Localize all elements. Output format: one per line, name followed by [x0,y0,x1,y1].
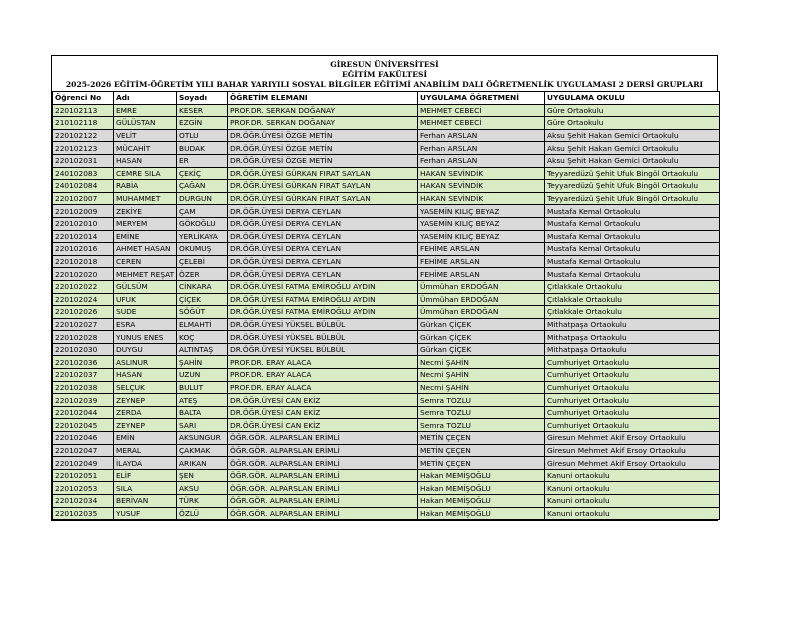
column-header-first-name: Adı [114,92,177,105]
cell-school: Güre Ortaokulu [545,117,720,130]
table-row [53,419,720,432]
cell-last-name: CİNKARA [177,280,228,293]
cell-student-no: 220102020 [53,268,114,281]
cell-mentor-teacher: Gürkan ÇİÇEK [418,343,545,356]
cell-instructor: DR.ÖĞR.ÜYESİ FATMA EMİROĞLU AYDIN [228,280,418,293]
cell-last-name: AKSU [177,482,228,495]
cell-student-no: 220102035 [53,507,114,520]
cell-instructor: PROF.DR. SERKAN DOĞANAY [228,104,418,117]
cell-mentor-teacher: Ferhan ARSLAN [418,142,545,155]
cell-mentor-teacher: YASEMİN KILIÇ BEYAZ [418,217,545,230]
cell-student-no: 220102031 [53,154,114,167]
cell-mentor-teacher: MEHMET CEBECİ [418,117,545,130]
cell-last-name: OTLU [177,129,228,142]
table-row [53,331,720,344]
table-row [53,293,720,306]
cell-instructor: ÖĞR.GÖR. ALPARSLAN ERİMLİ [228,444,418,457]
cell-school: Giresun Mehmet Akif Ersoy Ortaokulu [545,444,720,457]
table-row [53,394,720,407]
cell-school: Çıtlakkale Ortaokulu [545,293,720,306]
cell-school: Mustafa Kemal Ortaokulu [545,230,720,243]
cell-student-no: 220102123 [53,142,114,155]
cell-last-name: ŞEN [177,469,228,482]
cell-instructor: DR.ÖĞR.ÜYESİ DERYA CEYLAN [228,268,418,281]
table-row [53,318,720,331]
cell-student-no: 220102028 [53,331,114,344]
cell-student-no: 220102047 [53,444,114,457]
cell-school: Mustafa Kemal Ortaokulu [545,217,720,230]
table-row [53,444,720,457]
cell-school: Cumhuriyet Ortaokulu [545,394,720,407]
cell-instructor: DR.ÖĞR.ÜYESİ CAN EKİZ [228,406,418,419]
cell-instructor: ÖĞR.GÖR. ALPARSLAN ERİMLİ [228,469,418,482]
cell-student-no: 240102083 [53,167,114,180]
cell-school: Mustafa Kemal Ortaokulu [545,205,720,218]
column-header-school: UYGULAMA OKULU [545,92,720,105]
faculty-name: EĞİTİM FAKÜLTESİ [341,70,428,79]
cell-first-name: UFUK [114,293,177,306]
cell-instructor: DR.ÖĞR.ÜYESİ DERYA CEYLAN [228,205,418,218]
cell-mentor-teacher: Ümmühan ERDOĞAN [418,280,545,293]
cell-school: Kanuni ortaokulu [545,469,720,482]
cell-school: Mustafa Kemal Ortaokulu [545,243,720,256]
cell-first-name: HASAN [114,154,177,167]
table-row [53,154,720,167]
cell-instructor: DR.ÖĞR.ÜYESİ CAN EKİZ [228,394,418,407]
cell-instructor: ÖĞR.GÖR. ALPARSLAN ERİMLİ [228,482,418,495]
cell-first-name: CEMRE SILA [114,167,177,180]
cell-first-name: EMİNE [114,230,177,243]
cell-last-name: ÇAM [177,205,228,218]
table-row [53,167,720,180]
cell-first-name: AHMET HASAN [114,243,177,256]
cell-mentor-teacher: FEHİME ARSLAN [418,268,545,281]
cell-mentor-teacher: YASEMİN KILIÇ BEYAZ [418,205,545,218]
cell-mentor-teacher: YASEMİN KILIÇ BEYAZ [418,230,545,243]
cell-instructor: PROF.DR. ERAY ALACA [228,369,418,382]
table-row [53,268,720,281]
cell-school: Kanuni ortaokulu [545,482,720,495]
cell-school: Cumhuriyet Ortaokulu [545,356,720,369]
cell-last-name: ER [177,154,228,167]
table-row [53,507,720,520]
table-row [53,457,720,470]
cell-mentor-teacher: Hakan MEMİŞOĞLU [418,482,545,495]
cell-mentor-teacher: Hakan MEMİŞOĞLU [418,507,545,520]
cell-last-name: ÇAKMAK [177,444,228,457]
cell-last-name: ÇELEBİ [177,255,228,268]
cell-student-no: 220102018 [53,255,114,268]
table-row [53,104,720,117]
table-row [53,255,720,268]
cell-instructor: DR.ÖĞR.ÜYESİ GÜRKAN FIRAT SAYLAN [228,180,418,193]
cell-first-name: ZERDA [114,406,177,419]
cell-last-name: ÖZLÜ [177,507,228,520]
table-row [53,192,720,205]
cell-last-name: GÖKOĞLU [177,217,228,230]
cell-last-name: UZUN [177,369,228,382]
table-row [53,243,720,256]
cell-student-no: 220102113 [53,104,114,117]
column-header-mentor-teacher: UYGULAMA ÖĞRETMENİ [418,92,545,105]
cell-school: Cumhuriyet Ortaokulu [545,381,720,394]
cell-mentor-teacher: FEHİME ARSLAN [418,255,545,268]
table-row [53,205,720,218]
table-row [53,469,720,482]
cell-instructor: ÖĞR.GÖR. ALPARSLAN ERİMLİ [228,432,418,445]
table-row [53,495,720,508]
cell-first-name: CEREN [114,255,177,268]
cell-first-name: SILA [114,482,177,495]
cell-mentor-teacher: Gürkan ÇİÇEK [418,318,545,331]
group-sheet [51,55,718,521]
column-header-instructor: ÖĞRETİM ELEMANI [228,92,418,105]
cell-first-name: SUDE [114,306,177,319]
cell-instructor: DR.ÖĞR.ÜYESİ GÜRKAN FIRAT SAYLAN [228,192,418,205]
cell-school: Mithatpaşa Ortaokulu [545,331,720,344]
cell-last-name: KESER [177,104,228,117]
table-row [53,180,720,193]
cell-last-name: ALTINTAŞ [177,343,228,356]
cell-school: Cumhuriyet Ortaokulu [545,369,720,382]
cell-mentor-teacher: Ferhan ARSLAN [418,154,545,167]
cell-instructor: DR.ÖĞR.ÜYESİ FATMA EMİROĞLU AYDIN [228,293,418,306]
cell-school: Güre Ortaokulu [545,104,720,117]
cell-instructor: DR.ÖĞR.ÜYESİ YÜKSEL BÜLBÜL [228,318,418,331]
cell-school: Kanuni ortaokulu [545,507,720,520]
cell-first-name: HASAN [114,369,177,382]
column-header-last-name: Soyadı [177,92,228,105]
cell-last-name: YERLİKAYA [177,230,228,243]
cell-student-no: 220102014 [53,230,114,243]
cell-last-name: TÜRK [177,495,228,508]
cell-instructor: DR.ÖĞR.ÜYESİ DERYA CEYLAN [228,217,418,230]
cell-last-name: BALTA [177,406,228,419]
table-row [53,217,720,230]
cell-instructor: DR.ÖĞR.ÜYESİ CAN EKİZ [228,419,418,432]
cell-student-no: 220102037 [53,369,114,382]
cell-mentor-teacher: METİN ÇEÇEN [418,444,545,457]
cell-last-name: ARIKAN [177,457,228,470]
cell-last-name: ÇİÇEK [177,293,228,306]
cell-mentor-teacher: Necmi ŞAHİN [418,381,545,394]
cell-instructor: ÖĞR.GÖR. ALPARSLAN ERİMLİ [228,457,418,470]
cell-instructor: DR.ÖĞR.ÜYESİ ÖZGE METİN [228,142,418,155]
cell-first-name: ZEYNEP [114,419,177,432]
cell-school: Giresun Mehmet Akif Ersoy Ortaokulu [545,432,720,445]
cell-first-name: ELİF [114,469,177,482]
cell-first-name: EMİN [114,432,177,445]
cell-first-name: ASLINUR [114,356,177,369]
cell-student-no: 220102053 [53,482,114,495]
cell-first-name: ESRA [114,318,177,331]
cell-mentor-teacher: Semra TOZLU [418,394,545,407]
cell-first-name: YUNUS ENES [114,331,177,344]
cell-school: Mithatpaşa Ortaokulu [545,343,720,356]
university-name: GİRESUN ÜNİVERSİTESİ [330,60,439,69]
cell-school: Teyyaredüzü Şehit Ufuk Bingöl Ortaokulu [545,167,720,180]
cell-school: Aksu Şehit Hakan Gemici Ortaokulu [545,142,720,155]
cell-last-name: ÇAĞAN [177,180,228,193]
cell-last-name: SARI [177,419,228,432]
cell-first-name: MÜCAHİT [114,142,177,155]
cell-instructor: DR.ÖĞR.ÜYESİ YÜKSEL BÜLBÜL [228,331,418,344]
cell-mentor-teacher: Hakan MEMİŞOĞLU [418,469,545,482]
cell-student-no: 220102026 [53,306,114,319]
cell-first-name: MEHMET REŞAT [114,268,177,281]
cell-school: Mithatpaşa Ortaokulu [545,318,720,331]
cell-first-name: EMRE [114,104,177,117]
cell-mentor-teacher: Necmi ŞAHİN [418,369,545,382]
cell-last-name: BUDAK [177,142,228,155]
cell-instructor: DR.ÖĞR.ÜYESİ DERYA CEYLAN [228,255,418,268]
cell-mentor-teacher: Hakan MEMİŞOĞLU [418,495,545,508]
cell-mentor-teacher: Gürkan ÇİÇEK [418,331,545,344]
cell-student-no: 220102038 [53,381,114,394]
table-row [53,306,720,319]
cell-student-no: 220102009 [53,205,114,218]
cell-instructor: DR.ÖĞR.ÜYESİ DERYA CEYLAN [228,230,418,243]
table-row [53,230,720,243]
table-header-row [53,92,720,105]
cell-instructor: DR.ÖĞR.ÜYESİ ÖZGE METİN [228,129,418,142]
cell-first-name: SELÇUK [114,381,177,394]
cell-last-name: EZGİN [177,117,228,130]
cell-student-no: 220102044 [53,406,114,419]
table-row [53,381,720,394]
cell-mentor-teacher: Ümmühan ERDOĞAN [418,293,545,306]
cell-mentor-teacher: Necmi ŞAHİN [418,356,545,369]
cell-student-no: 220102051 [53,469,114,482]
cell-school: Mustafa Kemal Ortaokulu [545,255,720,268]
cell-mentor-teacher: MEHMET CEBECİ [418,104,545,117]
cell-student-no: 220102034 [53,495,114,508]
cell-student-no: 220102010 [53,217,114,230]
cell-mentor-teacher: HAKAN SEVİNDİK [418,192,545,205]
cell-school: Giresun Mehmet Akif Ersoy Ortaokulu [545,457,720,470]
cell-instructor: ÖĞR.GÖR. ALPARSLAN ERİMLİ [228,507,418,520]
cell-student-no: 220102022 [53,280,114,293]
table-row [53,406,720,419]
cell-student-no: 240102084 [53,180,114,193]
cell-first-name: YUSUF [114,507,177,520]
cell-first-name: VELİT [114,129,177,142]
cell-last-name: OKUMUŞ [177,243,228,256]
cell-first-name: MUHAMMET [114,192,177,205]
cell-first-name: İLAYDA [114,457,177,470]
table-row [53,432,720,445]
cell-school: Cumhuriyet Ortaokulu [545,406,720,419]
cell-school: Aksu Şehit Hakan Gemici Ortaokulu [545,129,720,142]
cell-last-name: ELMAHTİ [177,318,228,331]
cell-school: Teyyaredüzü Şehit Ufuk Bingöl Ortaokulu [545,192,720,205]
cell-last-name: ŞAHİN [177,356,228,369]
column-header-student-no: Öğrenci No [53,92,114,105]
cell-last-name: AKSUNGUR [177,432,228,445]
cell-instructor: DR.ÖĞR.ÜYESİ FATMA EMİROĞLU AYDIN [228,306,418,319]
cell-mentor-teacher: Ferhan ARSLAN [418,129,545,142]
cell-instructor: DR.ÖĞR.ÜYESİ YÜKSEL BÜLBÜL [228,343,418,356]
cell-mentor-teacher: Semra TOZLU [418,406,545,419]
cell-first-name: BERİVAN [114,495,177,508]
cell-mentor-teacher: Semra TOZLU [418,419,545,432]
table-row [53,129,720,142]
table-row [53,343,720,356]
cell-school: Teyyaredüzü Şehit Ufuk Bingöl Ortaokulu [545,180,720,193]
student-groups-table [52,91,720,520]
table-row [53,142,720,155]
cell-last-name: BULUT [177,381,228,394]
cell-mentor-teacher: Ümmühan ERDOĞAN [418,306,545,319]
cell-mentor-teacher: HAKAN SEVİNDİK [418,167,545,180]
cell-first-name: ZEKİYE [114,205,177,218]
cell-first-name: MERYEM [114,217,177,230]
table-row [53,369,720,382]
table-row [53,482,720,495]
cell-school: Çıtlakkale Ortaokulu [545,306,720,319]
cell-instructor: DR.ÖĞR.ÜYESİ GÜRKAN FIRAT SAYLAN [228,167,418,180]
cell-student-no: 220102007 [53,192,114,205]
cell-instructor: ÖĞR.GÖR. ALPARSLAN ERİMLİ [228,495,418,508]
table-row [53,356,720,369]
cell-last-name: SÖĞÜT [177,306,228,319]
cell-student-no: 210102118 [53,117,114,130]
cell-mentor-teacher: HAKAN SEVİNDİK [418,180,545,193]
cell-student-no: 220102046 [53,432,114,445]
cell-student-no: 220102039 [53,394,114,407]
table-row [53,280,720,293]
cell-school: Kanuni ortaokulu [545,495,720,508]
cell-school: Aksu Şehit Hakan Gemici Ortaokulu [545,154,720,167]
cell-instructor: DR.ÖĞR.ÜYESİ DERYA CEYLAN [228,243,418,256]
cell-student-no: 220102030 [53,343,114,356]
cell-first-name: GÜLÜSTAN [114,117,177,130]
cell-student-no: 220102024 [53,293,114,306]
document-header [52,56,717,91]
table-body [53,104,720,520]
cell-student-no: 220102049 [53,457,114,470]
cell-instructor: DR.ÖĞR.ÜYESİ ÖZGE METİN [228,154,418,167]
cell-mentor-teacher: METİN ÇEÇEN [418,457,545,470]
cell-first-name: ZEYNEP [114,394,177,407]
cell-first-name: RABİA [114,180,177,193]
cell-student-no: 220102016 [53,243,114,256]
cell-school: Çıtlakkale Ortaokulu [545,280,720,293]
cell-student-no: 220102045 [53,419,114,432]
cell-mentor-teacher: FEHİME ARSLAN [418,243,545,256]
table-row [53,117,720,130]
cell-first-name: DUYGU [114,343,177,356]
cell-mentor-teacher: METİN ÇEÇEN [418,432,545,445]
cell-instructor: PROF.DR. ERAY ALACA [228,356,418,369]
cell-first-name: GÜLSÜM [114,280,177,293]
cell-last-name: KOÇ [177,331,228,344]
cell-first-name: MERAL [114,444,177,457]
cell-student-no: 220102027 [53,318,114,331]
cell-last-name: ÇEKİÇ [177,167,228,180]
document-title: 2025-2026 EĞİTİM-ÖĞRETİM YILI BAHAR YARIYILI SOSYAL BİLGİLER EĞİTİMİ ANABİLİM DALI ÖĞRETMENLİK UYGULAMASI 2 DERSİ GRUPLARI [65,80,704,89]
cell-instructor: PROF.DR. SERKAN DOĞANAY [228,117,418,130]
cell-school: Mustafa Kemal Ortaokulu [545,268,720,281]
cell-student-no: 220102122 [53,129,114,142]
cell-last-name: ÖZER [177,268,228,281]
cell-last-name: ATEŞ [177,394,228,407]
cell-school: Cumhuriyet Ortaokulu [545,419,720,432]
cell-student-no: 220102036 [53,356,114,369]
cell-last-name: DURGUN [177,192,228,205]
cell-instructor: PROF.DR. ERAY ALACA [228,381,418,394]
